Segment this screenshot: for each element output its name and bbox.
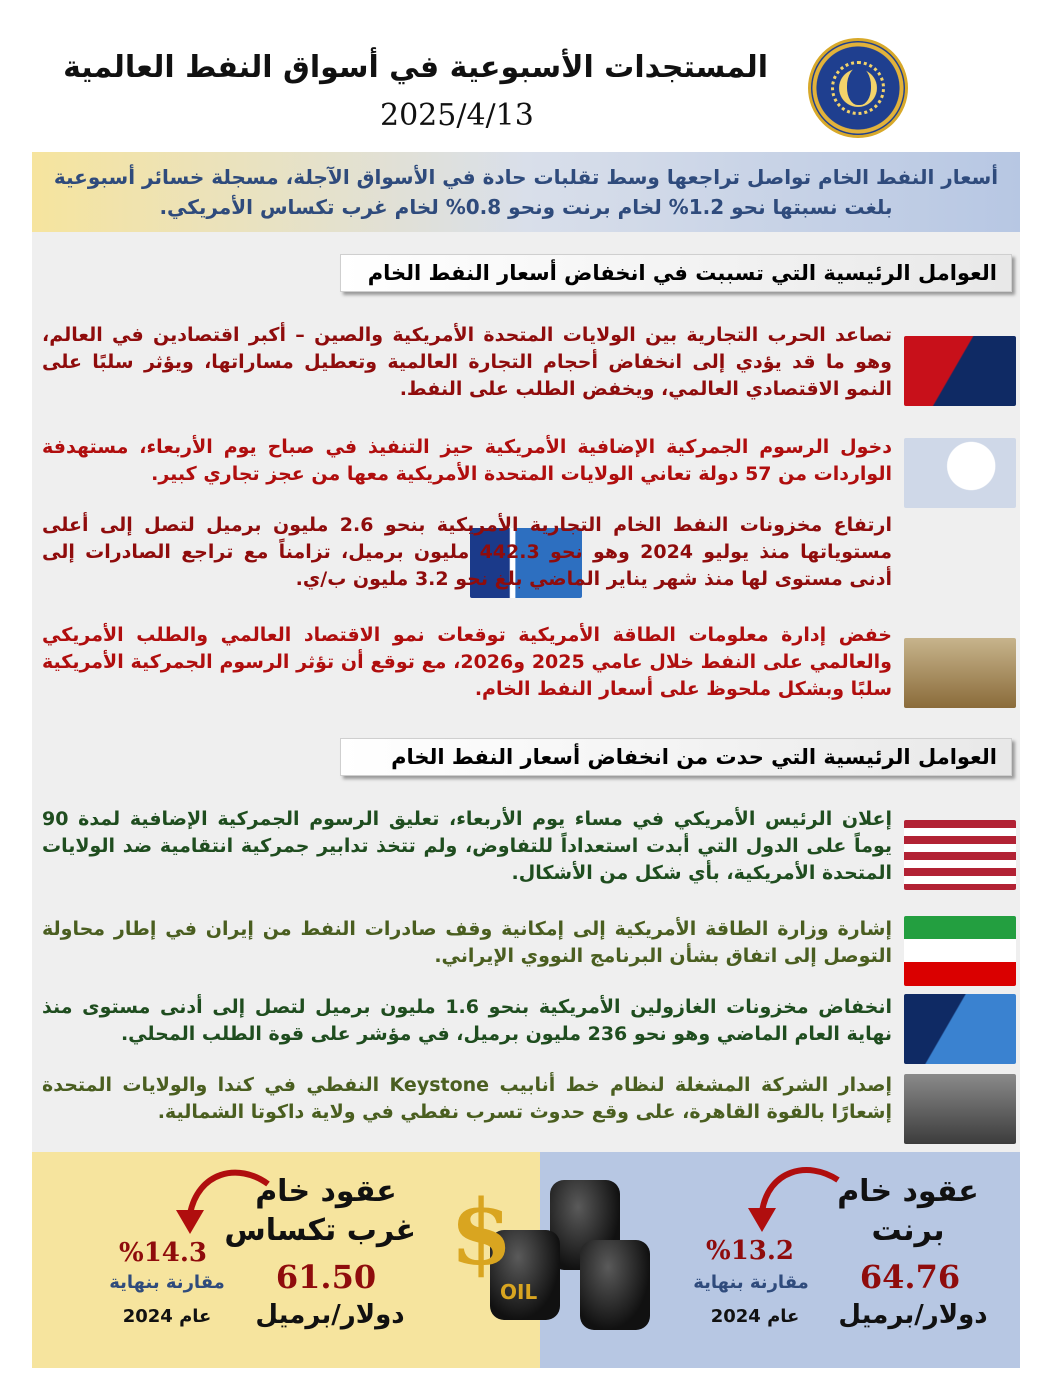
wti-change: %14.3 — [118, 1238, 208, 1268]
intro-text: أسعار النفط الخام تواصل تراجعها وسط تقلبات حادة في الأسواق الآجلة، مسجلة خسائر أسبوعية بلغت نسبتها نحو 1.2% لخام برنت ونحو 0.8% لخام غرب تكساس الأمريكي. — [53, 165, 999, 219]
intro-banner — [32, 152, 1020, 232]
list-item — [40, 916, 1020, 982]
report-header — [0, 30, 1056, 150]
brent-title — [828, 1172, 988, 1250]
item-text: تصاعد الحرب التجارية بين الولايات المتحدة الأمريكية والصين – أكبر اقتصادين في العالم، وهو ما قد يؤدي إلى انخفاض أحجام التجارة العالمية وتعطيل مساراتها، ويؤثر سلبًا على النمو الاقتصادي العالمي، ويخفض الطلب على النفط. — [42, 324, 892, 400]
brent-change: %13.2 — [705, 1236, 795, 1266]
list-item — [40, 322, 1020, 418]
pipeline-icon — [904, 1074, 1016, 1144]
us-china-tariff-icon — [904, 336, 1016, 406]
us-flag-tariffs-icon — [904, 820, 1016, 890]
item-text: خفض إدارة معلومات الطاقة الأمريكية توقعات نمو الاقتصاد العالمي والطلب الأمريكي والعالمي على النفط خلال عامي 2025 و2026، مع توقع أن تؤثر الرسوم الجمركية الأمريكية سلبًا وبشكل ملحوظ على أسعار النفط الخام. — [42, 624, 892, 700]
list-item — [40, 1072, 1020, 1144]
brent-compare-label: مقارنة بنهاية — [693, 1272, 809, 1293]
section-heading-decline-causes — [340, 254, 1012, 292]
wti-down-arrow-icon — [168, 1162, 278, 1242]
item-text: إصدار الشركة المشغلة لنظام خط أنابيب Keystone النفطي في كندا والولايات المتحدة إشعارًا بالقوة القاهرة، على وقع حدوث تسرب نفطي في ولاية داكوتا الشمالية. — [42, 1074, 892, 1123]
brent-unit: دولار/برميل — [838, 1300, 988, 1330]
oil-barrels-dollar-icon — [430, 1170, 650, 1340]
brent-title-line1: عقود خام — [837, 1174, 979, 1209]
tariff-stamp-icon — [904, 438, 1016, 508]
section-heading-text: العوامل الرئيسية التي حدت من انخفاض أسعار النفط الخام — [391, 745, 997, 769]
dollar-sign-icon: $ — [450, 1180, 513, 1286]
wti-title-line1: عقود خام — [255, 1174, 397, 1209]
item-text: انخفاض مخزونات الغازولين الأمريكية بنحو 1.6 مليون برميل لتصل إلى أدنى مستوى منذ نهاية العام الماضي وهو نحو 236 مليون برميل، في مؤشر على قوة الطلب المحلي. — [42, 996, 892, 1045]
list-item — [40, 512, 1020, 612]
wti-price: 61.50 — [275, 1258, 377, 1296]
oil-drop-icon — [847, 67, 871, 105]
brent-title-line2: برنت — [871, 1213, 945, 1248]
wti-title-line2: غرب تكساس — [224, 1213, 416, 1248]
list-item — [40, 622, 1020, 722]
brent-down-arrow-icon — [742, 1160, 852, 1240]
section-heading-limiting-factors — [340, 738, 1012, 776]
gasoline-barrels-icon — [904, 994, 1016, 1064]
item-text: ارتفاع مخزونات النفط الخام التجارية الأمريكية بنحو 2.6 مليون برميل لتصل إلى أعلى مستوياتها منذ يوليو 2024 وهو نحو 442.3 مليون برميل، تزامناً مع تراجع الصادرات إلى أدنى مستوى لها منذ شهر يناير الماضي بلغ نحو 3.2 مليون ب/ي. — [42, 514, 892, 590]
barrel-shape — [580, 1240, 650, 1330]
oil-label: OIL — [500, 1280, 538, 1304]
iran-us-flags-icon — [904, 916, 1016, 986]
wti-compare-label: مقارنة بنهاية — [109, 1272, 225, 1293]
report-date: 2025/4/13 — [380, 98, 534, 133]
list-item — [40, 434, 1020, 510]
organization-logo — [808, 38, 908, 138]
item-text: إعلان الرئيس الأمريكي في مساء يوم الأربعاء، تعليق الرسوم الجمركية الإضافية لمدة 90 يوماً على الدول التي أبدت استعداداً للتفاوض، ولم تتخذ تدابير جمركية انتقامية ضد الولايات المتحدة الأمريكية، بأي شكل من الأشكال. — [42, 808, 892, 884]
wti-year-label: عام 2024 — [122, 1306, 212, 1327]
list-item — [40, 806, 1020, 902]
brent-year-label: عام 2024 — [710, 1306, 800, 1327]
oil-decline-icon — [904, 638, 1016, 708]
wti-unit: دولار/برميل — [255, 1300, 405, 1330]
item-text: إشارة وزارة الطاقة الأمريكية إلى إمكانية وقف صادرات النفط من إيران في إطار محاولة التوصل إلى اتفاق بشأن البرنامج النووي الإيراني. — [42, 918, 892, 967]
page-title: المستجدات الأسبوعية في أسواق النفط العالمية — [63, 50, 768, 85]
brent-price: 64.76 — [859, 1258, 961, 1296]
section-heading-text: العوامل الرئيسية التي تسببت في انخفاض أسعار النفط الخام — [367, 261, 997, 285]
list-item — [40, 994, 1020, 1064]
item-text: دخول الرسوم الجمركية الإضافية الأمريكية حيز التنفيذ في صباح يوم الأربعاء، مستهدفة الواردات من 57 دولة تعاني الولايات المتحدة الأمريكية معها من عجز تجاري كبير. — [42, 436, 892, 485]
